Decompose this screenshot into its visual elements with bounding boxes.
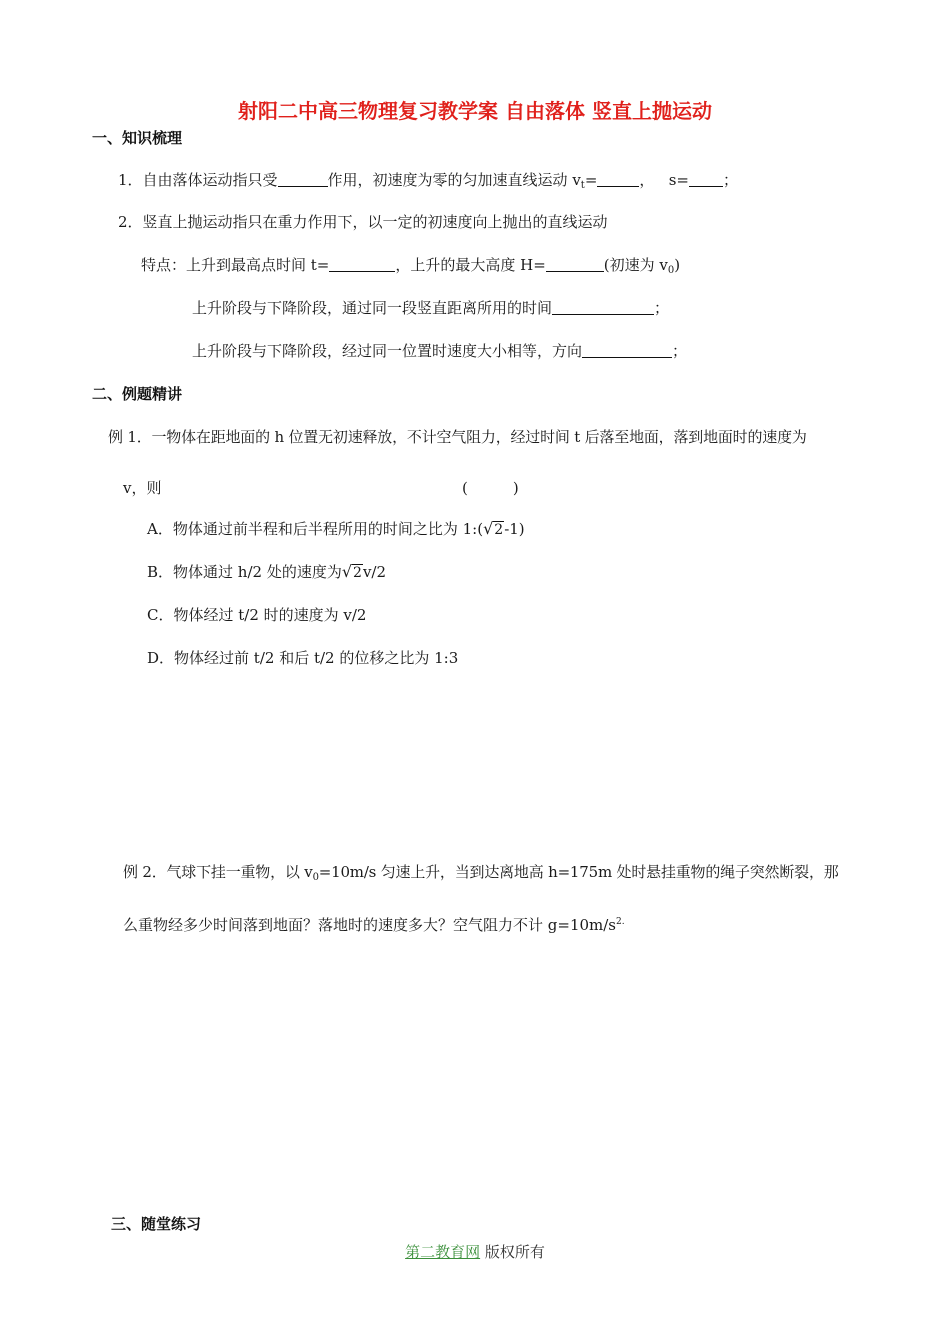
option-a[interactable]: A．物体通过前半程和后半程所用的时间之比为 1:(√2-1) xyxy=(147,519,525,538)
option-d[interactable]: D．物体经过前 t/2 和后 t/2 的位移之比为 1:3 xyxy=(147,649,459,667)
blank-vt[interactable] xyxy=(597,172,639,187)
answer-bracket[interactable]: ( ) xyxy=(462,479,519,497)
blank-s[interactable] xyxy=(689,172,723,187)
blank-time[interactable] xyxy=(329,257,395,272)
features-line-2: 上升阶段与下降阶段，通过同一段竖直距离所用的时间 ； xyxy=(192,299,670,317)
section-heading-examples: 二、例题精讲 xyxy=(92,385,183,403)
item-vertical-throw: 2．竖直上抛运动指只在重力作用下，以一定的初速度向上抛出的直线运动 xyxy=(118,213,608,231)
blank-equal-time[interactable] xyxy=(552,300,654,315)
option-c[interactable]: C．物体经过 t/2 时的速度为 v/2 xyxy=(147,606,367,624)
footer xyxy=(0,1241,950,1262)
sqrt-2-symbol: √2 xyxy=(483,519,504,538)
section-heading-knowledge: 一、知识梳理 xyxy=(92,129,183,147)
blank-direction[interactable] xyxy=(582,343,672,358)
item-free-fall: 1．自由落体运动指只受 作用，初速度为零的匀加速直线运动 $v_t=$ ， s= ； xyxy=(118,171,739,191)
example1-question: 例 1．一物体在距地面的 h 位置无初速释放，不计空气阻力，经过时间 t 后落至地面，落到地面时的速度为 xyxy=(108,428,807,446)
sqrt-2-symbol: √2 xyxy=(341,562,362,581)
features-line-3: 上升阶段与下降阶段，经过同一位置时速度大小相等，方向 ； xyxy=(192,342,688,360)
features-line-1: 特点：上升到最高点时间 t= ，上升的最大高度 H= (初速为 $v_0$) xyxy=(141,256,681,276)
blank-force[interactable] xyxy=(278,172,328,187)
footer-link[interactable]: 第二教育网 xyxy=(405,1243,481,1261)
section-heading-practice: 三、随堂练习 xyxy=(111,1215,202,1233)
example1-question-cont: v，则 xyxy=(123,479,162,497)
blank-height[interactable] xyxy=(546,257,604,272)
footer-copyright: 版权所有 xyxy=(480,1243,545,1261)
example2-question-cont: 么重物经多少时间落到地面？落地时的速度多大？空气阻力不计 $g=10m/s^{2.}$ xyxy=(123,916,625,934)
option-b[interactable]: B．物体通过 h/2 处的速度为√2v/2 xyxy=(147,562,387,581)
page-title: 射阳二中高三物理复习教学案 自由落体 竖直上抛运动 xyxy=(238,99,712,123)
example2-question: 例 2．气球下挂一重物，以 $v_0=10m/s$ 匀速上升，当到达离地高 h=175m 处时悬挂重物的绳子突然断裂，那 xyxy=(123,863,839,883)
